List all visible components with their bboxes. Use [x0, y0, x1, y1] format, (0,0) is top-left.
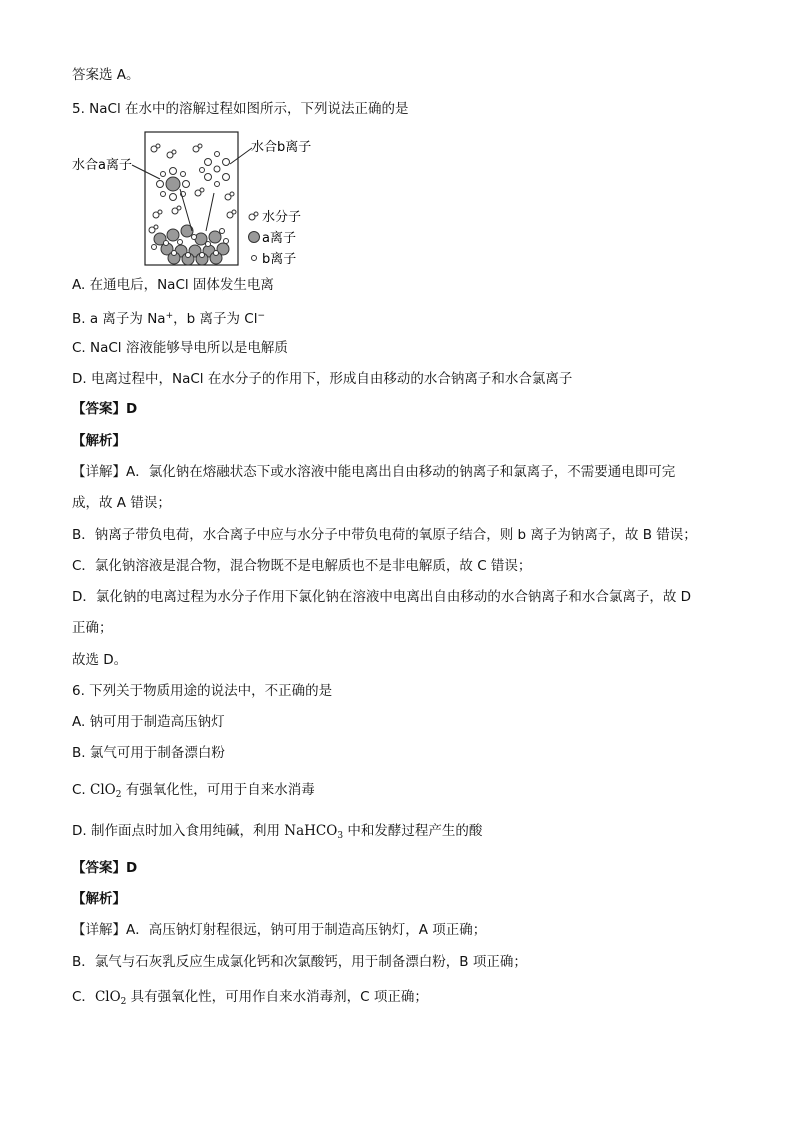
dissolution-diagram [72, 127, 332, 269]
conclusion: 故选 D。 [72, 652, 128, 668]
water-molecules [149, 144, 236, 233]
detail-line: 【详解】A．氯化钠在熔融状态下或水溶液中能电离出自由移动的钠离子和氯离子，不需要通电即可完 [72, 464, 676, 480]
detail-line: C．氯化钠溶液是混合物，混合物既不是电解质也不是非电解质，故 C 错误； [72, 558, 532, 574]
detail-line: C．ClO$_2$ 具有强氧化性，可用作自来水消毒剂，C 项正确； [72, 989, 428, 1007]
option-d: D. 电离过程中，NaCl 在水分子的作用下，形成自由移动的水合钠离子和水合氯离子 [72, 371, 573, 387]
legend-a-label: a离子 [262, 231, 296, 246]
legend-b-icon [252, 256, 257, 261]
option-d: D. 制作面点时加入食用纯碱，利用 NaHCO$_3$ 中和发酵过程产生的酸 [72, 823, 483, 841]
detail-line: 成，故 A 错误； [72, 495, 171, 511]
analysis-label: 【解析】 [72, 433, 126, 449]
detail-line: 正确； [72, 620, 113, 636]
detail-line: 【详解】A．高压钠灯射程很远，钠可用于制造高压钠灯，A 项正确； [72, 922, 487, 938]
label-hydrated-a: 水合a离子 [72, 158, 132, 173]
legend-water [249, 212, 258, 220]
legend-water-label: 水分子 [262, 210, 302, 225]
label-hydrated-b: 水合b离子 [251, 140, 312, 155]
detail-line: B．氯气与石灰乳反应生成氯化钙和次氯酸钙，用于制备漂白粉，B 项正确； [72, 954, 527, 970]
detail-line: D．氯化钠的电离过程为水分子作用下氯化钠在溶液中电离出自由移动的水合钠离子和水合氯离子，故 D [72, 589, 692, 605]
option-c: C. ClO$_2$ 有强氧化性，可用于自来水消毒 [72, 782, 315, 800]
nacl-crystal [152, 225, 230, 265]
analysis-label: 【解析】 [72, 891, 126, 907]
detail-line: B．钠离子带负电荷，水合离子中应与水分子中带负电荷的氧原子结合，则 b 离子为钠离子，故 B 错误； [72, 527, 697, 543]
option-b: B. 氯气可用于制备漂白粉 [72, 745, 225, 761]
answer-label: 【答案】D [72, 401, 138, 417]
option-a: A. 钠可用于制造高压钠灯 [72, 714, 225, 730]
option-a: A. 在通电后，NaCl 固体发生电离 [72, 277, 274, 293]
option-c: C. NaCl 溶液能够导电所以是电解质 [72, 340, 288, 356]
question-6-stem: 6. 下列关于物质用途的说法中，不正确的是 [72, 683, 333, 699]
hydrated-a-ion [157, 168, 190, 201]
option-b: B. a 离子为 Na+，b 离子为 Cl− [72, 311, 266, 327]
legend-b-label: b离子 [262, 252, 297, 267]
hydrated-b-ion [200, 152, 230, 187]
legend-a-icon [249, 232, 260, 243]
text-line: 答案选 A。 [72, 67, 140, 83]
answer-label: 【答案】D [72, 860, 138, 876]
question-5-stem: 5. NaCl 在水中的溶解过程如图所示，下列说法正确的是 [72, 101, 409, 117]
